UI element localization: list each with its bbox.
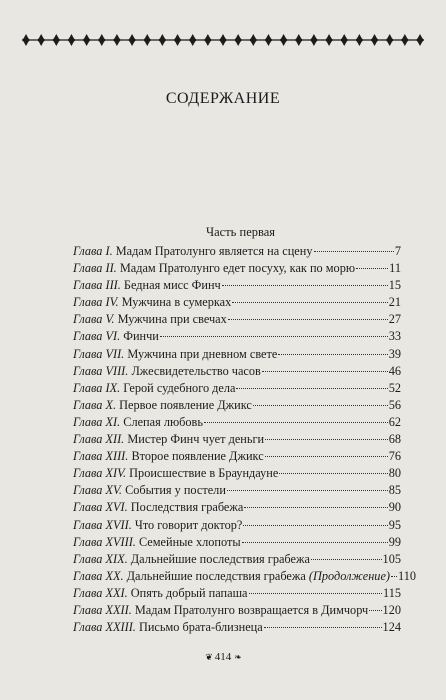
chapter-page: 62 xyxy=(388,414,401,429)
chapter-number: Глава XVIII. xyxy=(73,534,136,549)
leader-dots xyxy=(262,371,388,372)
chapter-page: 90 xyxy=(388,500,401,515)
chapter-page: 110 xyxy=(398,568,416,583)
ornament-fleur-icon xyxy=(386,34,394,46)
chapter-title: Мадам Пратолунго едет посуху, как по морю xyxy=(119,261,356,276)
toc-entry xyxy=(73,603,401,620)
leader-dots xyxy=(228,319,388,320)
header-ornament xyxy=(22,33,424,47)
leader-dots xyxy=(369,610,381,611)
toc-entry xyxy=(73,244,401,261)
chapter-title: Мистер Финч чует деньги xyxy=(127,432,265,447)
chapter-number: Глава XXI. xyxy=(73,585,128,600)
chapter-title: Последствия грабежа xyxy=(130,500,244,515)
ornament-fleur-icon xyxy=(280,34,288,46)
ornament-fleur-icon xyxy=(67,34,75,46)
ornament-fleur-icon xyxy=(128,34,136,46)
chapter-title: Лжесвидетельство часов xyxy=(131,363,261,378)
toc-entry xyxy=(73,432,401,449)
chapter-title: События у постели xyxy=(125,483,226,498)
chapter-title: Мужчина при дневном свете xyxy=(127,346,278,361)
leader-dots xyxy=(160,336,388,337)
toc-entry xyxy=(73,381,401,398)
toc-entry xyxy=(73,483,401,500)
ornament-fleur-icon xyxy=(143,34,151,46)
chapter-page: 105 xyxy=(382,551,401,566)
chapter-number: Глава IV. xyxy=(73,295,119,310)
leader-dots xyxy=(242,542,388,543)
chapter-title: Опять добрый папаша xyxy=(130,585,248,600)
leader-dots xyxy=(356,268,388,269)
chapter-number: Глава X. xyxy=(73,397,117,412)
leader-dots xyxy=(236,388,387,389)
ornament-fleur-icon xyxy=(22,34,30,46)
leader-dots xyxy=(314,251,394,252)
ornament-fleur-icon xyxy=(264,34,272,46)
chapter-title: Первое появление Джикс xyxy=(119,397,252,412)
chapter-title: Второе появление Джикс xyxy=(131,449,264,464)
leader-dots xyxy=(227,490,388,491)
chapter-title: Письмо брата-близнеца xyxy=(138,620,263,635)
toc-entry xyxy=(73,329,401,346)
toc-entry xyxy=(73,415,401,432)
chapter-page: 120 xyxy=(382,602,401,617)
chapter-page: 56 xyxy=(388,397,401,412)
leader-dots xyxy=(243,525,387,526)
leader-dots xyxy=(264,627,382,628)
leader-dots xyxy=(204,422,388,423)
chapter-number: Глава XX. xyxy=(73,568,124,583)
chapter-page: 27 xyxy=(388,312,401,327)
chapter-page: 85 xyxy=(388,483,401,498)
toc-entry xyxy=(73,449,401,466)
chapter-title: Герой судебного дела xyxy=(123,380,236,395)
chapter-title: Финчи xyxy=(123,329,159,344)
chapter-number: Глава XVI. xyxy=(73,500,128,515)
toc-entry xyxy=(73,586,401,603)
chapter-number: Глава XIX. xyxy=(73,551,128,566)
chapter-title: Бедная мисс Финч xyxy=(123,278,221,293)
leader-dots xyxy=(232,302,387,303)
chapter-title: Семейные хлопоты xyxy=(138,534,241,549)
chapter-title: Мужчина в сумерках xyxy=(121,295,232,310)
chapter-number: Глава XII. xyxy=(73,432,125,447)
part-heading: Часть первая xyxy=(206,225,276,239)
leader-dots xyxy=(391,576,397,577)
toc-entry xyxy=(73,518,401,535)
leader-dots xyxy=(311,559,382,560)
chapter-page: 21 xyxy=(388,295,401,310)
toc-entry xyxy=(73,312,401,329)
ornament-fleur-icon xyxy=(204,34,212,46)
ornament-fleur-icon xyxy=(310,34,318,46)
ornament-fleur-icon xyxy=(325,34,333,46)
leader-dots xyxy=(279,473,387,474)
toc-entry xyxy=(73,535,401,552)
chapter-page: 68 xyxy=(388,432,401,447)
ornament-fleur-icon xyxy=(295,34,303,46)
ornament-fleur-icon xyxy=(371,34,379,46)
chapter-title: Дальнейшие последствия грабежа (Продолжение) xyxy=(126,568,390,583)
ornament-fleur-icon xyxy=(401,34,409,46)
chapter-page: 15 xyxy=(388,278,401,293)
ornament-fleur-icon xyxy=(37,34,45,46)
chapter-title: Мадам Пратолунго является на сцену xyxy=(115,244,313,258)
chapter-page: 52 xyxy=(388,380,401,395)
toc-entry xyxy=(73,552,401,569)
leader-dots xyxy=(265,439,388,440)
ornament-fleur-icon xyxy=(416,34,424,46)
chapter-page: 99 xyxy=(388,534,401,549)
chapter-page: 124 xyxy=(382,620,401,635)
chapter-number: Глава II. xyxy=(73,261,117,276)
folio-ornament-left-icon: ❦ xyxy=(205,651,212,662)
chapter-number: Глава XIV. xyxy=(73,466,127,481)
toc-entry xyxy=(73,398,401,415)
toc-entry xyxy=(73,347,401,364)
chapter-number: Глава XVII. xyxy=(73,517,132,532)
chapter-page: 7 xyxy=(394,244,401,258)
chapter-number: Глава VI. xyxy=(73,329,121,344)
chapter-page: 39 xyxy=(388,346,401,361)
ornament-fleur-icon xyxy=(83,34,91,46)
ornament-fleur-icon xyxy=(340,34,348,46)
chapter-title: Мужчина при свечах xyxy=(117,312,227,327)
ornament-fleur-icon xyxy=(355,34,363,46)
leader-dots xyxy=(278,354,387,355)
chapter-title: Происшествие в Браундауне xyxy=(129,466,279,481)
toc-entry xyxy=(73,500,401,517)
chapter-page: 46 xyxy=(388,363,401,378)
ornament-fleur-icon xyxy=(113,34,121,46)
chapter-number: Глава XIII. xyxy=(73,449,129,464)
chapter-number: Глава IX. xyxy=(73,380,121,395)
table-of-contents xyxy=(73,244,416,637)
chapter-number: Глава XI. xyxy=(73,414,121,429)
chapter-title: Мадам Пратолунго возвращается в Димчорч xyxy=(134,602,369,617)
ornament-fleur-icon xyxy=(234,34,242,46)
chapter-page: 95 xyxy=(388,517,401,532)
toc-entry xyxy=(73,466,401,483)
chapter-page: 115 xyxy=(383,585,401,600)
page-number-text: 414 xyxy=(214,651,232,663)
chapter-title: Что говорит доктор? xyxy=(134,517,243,532)
chapter-page: 33 xyxy=(388,329,401,344)
ornament-fleur-icon xyxy=(174,34,182,46)
chapter-number: Глава XV. xyxy=(73,483,122,498)
toc-entry xyxy=(73,278,401,295)
page-title: СОДЕРЖАНИЕ xyxy=(165,90,281,107)
ornament-fleur-icon xyxy=(158,34,166,46)
toc-entry xyxy=(73,620,401,637)
chapter-number: Глава V. xyxy=(73,312,115,327)
page-number xyxy=(0,651,446,663)
chapter-number: Глава XXIII. xyxy=(73,620,136,635)
chapter-title: Слепая любовь xyxy=(123,414,203,429)
ornament-fleur-icon xyxy=(52,34,60,46)
ornament-fleur-icon xyxy=(249,34,257,46)
ornament-fleur-icon xyxy=(189,34,197,46)
chapter-title: Дальнейшие последствия грабежа xyxy=(130,551,310,566)
chapter-number: Глава VIII. xyxy=(73,363,129,378)
chapter-number: Глава I. xyxy=(73,244,113,258)
leader-dots xyxy=(253,405,388,406)
chapter-page: 80 xyxy=(388,466,401,481)
chapter-page: 11 xyxy=(389,261,401,276)
leader-dots xyxy=(222,285,388,286)
toc-entry xyxy=(73,261,401,278)
folio-ornament-right-icon: ❧ xyxy=(234,651,241,662)
chapter-number: Глава VII. xyxy=(73,346,125,361)
ornament-fleur-icon xyxy=(219,34,227,46)
toc-entry xyxy=(73,364,401,381)
ornament-fleur-icon xyxy=(98,34,106,46)
toc-entry xyxy=(73,295,401,312)
toc-entry xyxy=(73,568,416,586)
chapter-number: Глава XXII. xyxy=(73,602,132,617)
leader-dots xyxy=(244,507,387,508)
leader-dots xyxy=(249,593,383,594)
chapter-number: Глава III. xyxy=(73,278,121,293)
leader-dots xyxy=(265,456,388,457)
chapter-page: 76 xyxy=(388,449,401,464)
